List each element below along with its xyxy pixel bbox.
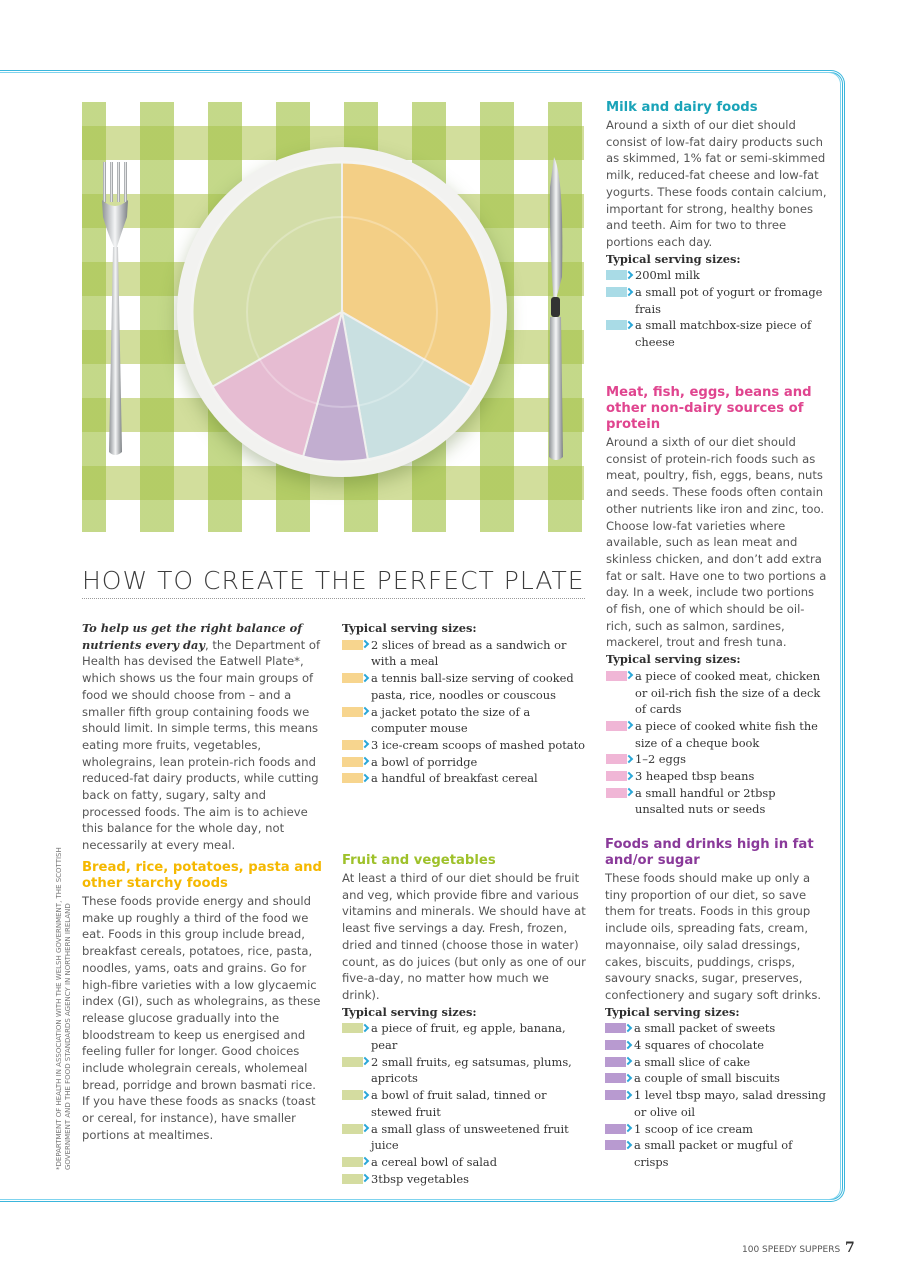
page-number: 7 bbox=[845, 1240, 855, 1256]
arrow-marker-icon bbox=[606, 270, 633, 280]
arrow-marker-icon bbox=[342, 673, 369, 683]
arrow-marker-icon bbox=[606, 771, 633, 781]
fat-sugar-body: These foods should make up only a tiny proportion of our diet, so save them for treats. Foods in this group include oils, spreading fats, cream, mayonnaise, oily salad dressings, cakes, biscuits, puddings, crisps, savoury snacks, sugar, preserves, confectionery and sugary soft drinks. bbox=[605, 871, 822, 1002]
fork-icon bbox=[100, 162, 130, 462]
section-protein bbox=[606, 385, 828, 818]
arrow-marker-icon bbox=[342, 1174, 369, 1184]
arrow-marker-icon bbox=[605, 1090, 632, 1100]
arrow-marker-icon bbox=[606, 287, 633, 297]
list-item: 3 ice-cream scoops of mashed potato bbox=[342, 737, 587, 754]
arrow-marker-icon bbox=[605, 1140, 632, 1150]
arrow-marker-icon bbox=[605, 1124, 632, 1134]
eatwell-pie-chart bbox=[185, 155, 499, 469]
section-fat-sugar bbox=[605, 837, 829, 1171]
list-item: a bowl of fruit salad, tinned or stewed fruit bbox=[342, 1087, 588, 1120]
fruit-veg-heading: Fruit and vegetables bbox=[342, 853, 496, 868]
list-item: 2 small fruits, eg satsumas, plums, apricots bbox=[342, 1054, 588, 1087]
arrow-marker-icon bbox=[342, 640, 369, 650]
starch-servings-title: Typical serving sizes: bbox=[342, 621, 477, 635]
section-fruit-veg bbox=[342, 853, 588, 1187]
list-item: a small matchbox-size piece of cheese bbox=[606, 317, 828, 350]
dairy-servings-title: Typical serving sizes: bbox=[606, 251, 741, 266]
fat-sugar-heading: Foods and drinks high in fat and/or sugar bbox=[605, 837, 814, 868]
dairy-body: Around a sixth of our diet should consist of low-fat dairy products such as skimmed, 1% fat or semi-skimmed milk, reduced-fat cheese and low-fat yogurts. These foods contain calcium, important for strong, healthy bones and teeth. Aim for two to three portions each day. bbox=[606, 118, 827, 249]
arrow-marker-icon bbox=[606, 721, 633, 731]
eatwell-plate-photo bbox=[82, 102, 584, 532]
list-item: 1 level tbsp mayo, salad dressing or olive oil bbox=[605, 1087, 829, 1120]
knife-icon bbox=[542, 157, 568, 467]
arrow-marker-icon bbox=[342, 740, 369, 750]
list-item: 3tbsp vegetables bbox=[342, 1171, 588, 1188]
protein-heading: Meat, fish, eggs, beans and other non-dairy sources of protein bbox=[606, 385, 812, 432]
list-item: a small packet or mugful of crisps bbox=[605, 1137, 829, 1170]
protein-servings-title: Typical serving sizes: bbox=[606, 652, 741, 667]
list-item: 1 scoop of ice cream bbox=[605, 1121, 829, 1138]
list-item: a piece of fruit, eg apple, banana, pear bbox=[342, 1020, 588, 1053]
dairy-servings-list bbox=[606, 267, 828, 351]
list-item: a bowl of porridge bbox=[342, 754, 587, 771]
arrow-marker-icon bbox=[342, 1023, 369, 1033]
arrow-marker-icon bbox=[605, 1040, 632, 1050]
section-starch bbox=[82, 860, 327, 1144]
intro-paragraph bbox=[82, 620, 327, 854]
protein-body: Around a sixth of our diet should consist of protein-rich foods such as meat, poultry, fish, eggs, beans, nuts and seeds. These foods often contain other nutrients like iron and zinc, too. Choose low-fat varieties where available, such as lean meat and skinless chicken, and don’t add extra fat or salt. Have one to two portions a day. In a week, include two portions of fish, one of which should be oil-rich, such as salmon, sardines, mackerel, trout and fresh tuna. bbox=[606, 435, 827, 650]
list-item: 200ml milk bbox=[606, 267, 828, 284]
arrow-marker-icon bbox=[342, 1157, 369, 1167]
intro-body: , the Department of Health has devised the Eatwell Plate*, which shows us the four main groups of food we should choose from – and a smaller fifth group containing foods we should limit. In simple terms, this means eating more fruits, vegetables, wholegrains, lean protein-rich foods and reduced-fat dairy products, while cutting back on fatty, sugary, salty and processed foods. The aim is to achieve this balance for the whole day, not necessarily at every meal. bbox=[82, 637, 321, 853]
arrow-marker-icon bbox=[606, 671, 633, 681]
starch-servings bbox=[342, 620, 587, 787]
list-item: a small pot of yogurt or fromage frais bbox=[606, 284, 828, 317]
list-item: 3 heaped tbsp beans bbox=[606, 768, 828, 785]
list-item: 2 slices of bread as a sandwich or with a meal bbox=[342, 637, 587, 670]
starch-body: These foods provide energy and should make up roughly a third of the food we eat. Foods in this group include bread, breakfast cereals, potatoes, rice, pasta, noodles, yams, oats and grains. Go for high-fibre varieties with a low glycaemic index (GI), such as wholegrains, as these release glucose gradually into the bloodstream to keep us energised and feeling fuller for longer. Good choices include wholegrain cereals, wholemeal bread, porridge and brown basmati rice. If you have these foods as snacks (toast or cereal, for instance), have smaller portions at mealtimes. bbox=[82, 894, 321, 1142]
list-item: 4 squares of chocolate bbox=[605, 1037, 829, 1054]
fat-sugar-servings-list bbox=[605, 1020, 829, 1170]
source-footnote-line-1: *DEPARTMENT OF HEALTH IN ASSOCIATION WITH THE WELSH GOVERNMENT, THE SCOTTISH bbox=[55, 847, 63, 1170]
arrow-marker-icon bbox=[342, 1090, 369, 1100]
arrow-marker-icon bbox=[606, 320, 633, 330]
arrow-marker-icon bbox=[606, 788, 633, 798]
arrow-marker-icon bbox=[342, 757, 369, 767]
intro-column bbox=[82, 620, 327, 854]
source-footnote bbox=[55, 820, 73, 1170]
list-item: a small glass of unsweetened fruit juice bbox=[342, 1121, 588, 1154]
source-footnote-line-2: GOVERNMENT AND THE FOOD STANDARDS AGENCY IN NORTHERN IRELAND bbox=[64, 903, 72, 1170]
list-item: a tennis ball-size serving of cooked pasta, rice, noodles or couscous bbox=[342, 670, 587, 703]
fat-sugar-servings-title: Typical serving sizes: bbox=[605, 1004, 740, 1019]
list-item: a cereal bowl of salad bbox=[342, 1154, 588, 1171]
list-item: a piece of cooked white fish the size of a cheque book bbox=[606, 718, 828, 751]
arrow-marker-icon bbox=[605, 1073, 632, 1083]
arrow-marker-icon bbox=[342, 1124, 369, 1134]
list-item: a small slice of cake bbox=[605, 1054, 829, 1071]
list-item: a piece of cooked meat, chicken or oil-rich fish the size of a deck of cards bbox=[606, 668, 828, 718]
arrow-marker-icon bbox=[605, 1023, 632, 1033]
arrow-marker-icon bbox=[342, 707, 369, 717]
arrow-marker-icon bbox=[342, 773, 369, 783]
arrow-marker-icon bbox=[606, 754, 633, 764]
protein-servings-list bbox=[606, 668, 828, 818]
list-item: a small packet of sweets bbox=[605, 1020, 829, 1037]
title-divider bbox=[82, 598, 585, 599]
arrow-marker-icon bbox=[605, 1057, 632, 1067]
page-footer bbox=[742, 1240, 855, 1256]
list-item: a small handful or 2tbsp unsalted nuts or seeds bbox=[606, 785, 828, 818]
starch-heading: Bread, rice, potatoes, pasta and other starchy foods bbox=[82, 860, 322, 891]
list-item: a couple of small biscuits bbox=[605, 1070, 829, 1087]
starch-servings-list bbox=[342, 637, 587, 787]
section-dairy bbox=[606, 100, 828, 351]
list-item: a handful of breakfast cereal bbox=[342, 770, 587, 787]
list-item: 1–2 eggs bbox=[606, 751, 828, 768]
fruit-veg-servings-list bbox=[342, 1020, 588, 1187]
fruit-veg-servings-title: Typical serving sizes: bbox=[342, 1004, 477, 1019]
fruit-veg-body: At least a third of our diet should be fruit and veg, which provide fibre and various vitamins and minerals. We should have at least five servings a day. Fresh, frozen, dried and tinned (choose those in water) count, as do juices (but only as one of our five-a-day, no matter how much we drink). bbox=[342, 871, 586, 1002]
publication-name: 100 SPEEDY SUPPERS bbox=[742, 1245, 841, 1255]
arrow-marker-icon bbox=[342, 1057, 369, 1067]
dairy-heading: Milk and dairy foods bbox=[606, 100, 758, 115]
page-title: HOW TO CREATE THE PERFECT PLATE bbox=[82, 566, 585, 595]
list-item: a jacket potato the size of a computer mouse bbox=[342, 704, 587, 737]
plate bbox=[177, 147, 507, 477]
intro-lead: To help us get the right balance of nutrients every day bbox=[82, 621, 303, 652]
